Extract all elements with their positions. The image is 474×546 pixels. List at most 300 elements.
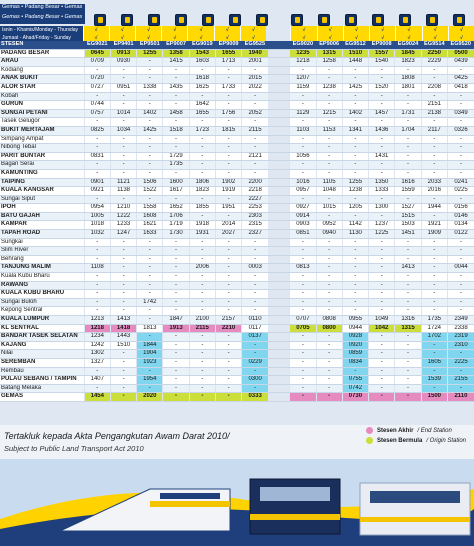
departure-time: - xyxy=(163,169,189,178)
table-row xyxy=(0,152,474,161)
departure-time: - xyxy=(215,307,241,316)
departure-time: - xyxy=(163,358,189,367)
column-gap xyxy=(268,393,290,402)
departure-time: - xyxy=(242,341,268,350)
departure-time: 2303 xyxy=(242,212,268,221)
departure-time: 1723 xyxy=(189,126,215,135)
train-diesel-icon xyxy=(250,479,340,534)
departure-time: - xyxy=(316,290,342,299)
departure-time: - xyxy=(110,281,136,290)
departure-time: - xyxy=(342,75,368,84)
departure-time: - xyxy=(110,358,136,367)
departure-time: - xyxy=(342,152,368,161)
departure-time: 1056 xyxy=(290,152,316,161)
departure-time: - xyxy=(369,101,395,110)
departure-time: - xyxy=(110,152,136,161)
station-name: KUALA KUBU BHARU xyxy=(0,290,84,299)
departure-time: - xyxy=(242,161,268,170)
departure-time: 2115 xyxy=(189,324,215,333)
departure-time: - xyxy=(189,358,215,367)
departure-time: - xyxy=(395,298,421,307)
departure-time: - xyxy=(447,66,474,75)
departure-time: - xyxy=(215,358,241,367)
departure-time: - xyxy=(110,92,136,101)
service-day-check: √ xyxy=(395,34,421,42)
departure-time: - xyxy=(215,341,241,350)
departure-time: 1655 xyxy=(189,109,215,118)
departure-time: - xyxy=(395,273,421,282)
column-gap xyxy=(268,58,290,67)
station-name: PADANG BESAR xyxy=(0,49,84,58)
train-service-logo-cell xyxy=(167,0,194,26)
service-day-check: √ xyxy=(214,26,240,34)
departure-time: - xyxy=(369,350,395,359)
column-gap xyxy=(268,298,290,307)
departure-time: - xyxy=(215,290,241,299)
departure-time: - xyxy=(342,255,368,264)
departure-time: 2155 xyxy=(447,376,474,385)
departure-time: 0951 xyxy=(110,83,136,92)
footer xyxy=(0,425,474,546)
departure-time: - xyxy=(215,152,241,161)
train-number-header: EG9512 xyxy=(342,41,368,49)
departure-time: - xyxy=(369,358,395,367)
departure-time: 1233 xyxy=(110,221,136,230)
departure-time: 1238 xyxy=(316,83,342,92)
train-number-header: EG9021 xyxy=(84,41,110,49)
departure-time: - xyxy=(137,290,163,299)
column-gap xyxy=(268,144,290,153)
station-name: KUALA KANGSAR xyxy=(0,187,84,196)
departure-time: - xyxy=(369,384,395,393)
departure-time: - xyxy=(84,367,110,376)
departure-time: - xyxy=(189,255,215,264)
departure-time: 2218 xyxy=(242,187,268,196)
departure-time: - xyxy=(369,118,395,127)
departure-time: - xyxy=(110,384,136,393)
service-day-check: √ xyxy=(161,26,187,34)
table-row xyxy=(0,230,474,239)
service-day-check: √ xyxy=(369,34,395,42)
departure-time: 1806 xyxy=(189,178,215,187)
departure-time: - xyxy=(421,255,447,264)
departure-time: 2006 xyxy=(189,264,215,273)
departure-time: - xyxy=(84,92,110,101)
service-day-check: √ xyxy=(187,34,213,42)
table-row xyxy=(0,49,474,58)
station-name: BUKIT MERTAJAM xyxy=(0,126,84,135)
departure-time: 1121 xyxy=(110,178,136,187)
departure-time: - xyxy=(421,350,447,359)
departure-time: - xyxy=(189,281,215,290)
departure-time: - xyxy=(163,307,189,316)
departure-time: - xyxy=(369,66,395,75)
column-gap xyxy=(268,152,290,161)
departure-time: 1724 xyxy=(421,324,447,333)
departure-time: 1341 xyxy=(342,126,368,135)
column-gap xyxy=(268,221,290,230)
station-name: PULAU SEBANG / TAMPIN xyxy=(0,376,84,385)
departure-time: - xyxy=(290,298,316,307)
station-name: Batang Melaka xyxy=(0,384,84,393)
departure-time: - xyxy=(137,58,163,67)
column-gap xyxy=(268,126,290,135)
departure-time: 1733 xyxy=(215,83,241,92)
departure-time: 2250 xyxy=(421,49,447,58)
departure-time: 1315 xyxy=(316,49,342,58)
departure-time: - xyxy=(421,135,447,144)
station-name: Slim River xyxy=(0,247,84,256)
departure-time: 0229 xyxy=(242,358,268,367)
departure-time: 2100 xyxy=(189,316,215,325)
departure-time: 1742 xyxy=(137,298,163,307)
departure-time: 1234 xyxy=(84,333,110,342)
departure-time: 1608 xyxy=(137,212,163,221)
service-day-check: √ xyxy=(109,26,135,34)
departure-time: - xyxy=(447,273,474,282)
departure-time: 0146 xyxy=(447,212,474,221)
departure-time: - xyxy=(189,238,215,247)
departure-time: - xyxy=(447,92,474,101)
departure-time: - xyxy=(421,212,447,221)
departure-time: - xyxy=(421,281,447,290)
table-row xyxy=(0,204,474,213)
departure-time: 0940 xyxy=(316,230,342,239)
departure-time: - xyxy=(290,135,316,144)
departure-time: 1407 xyxy=(84,376,110,385)
station-name: Tasek Gelugor xyxy=(0,118,84,127)
departure-time: 1255 xyxy=(342,178,368,187)
departure-time: 0225 xyxy=(447,187,474,196)
departure-time: 2121 xyxy=(242,152,268,161)
departure-time: - xyxy=(242,350,268,359)
departure-time: 0920 xyxy=(342,341,368,350)
station-name: KL SENTRAL xyxy=(0,324,84,333)
departure-time: 2027 xyxy=(215,230,241,239)
departure-time: - xyxy=(369,307,395,316)
table-row xyxy=(0,298,474,307)
departure-time: - xyxy=(395,195,421,204)
service-day-check: √ xyxy=(343,26,369,34)
departure-time: 1902 xyxy=(215,178,241,187)
departure-time: 1600 xyxy=(163,178,189,187)
table-row xyxy=(0,169,474,178)
column-gap xyxy=(268,83,290,92)
column-gap xyxy=(266,26,290,34)
departure-time: 0418 xyxy=(447,83,474,92)
table-row xyxy=(0,221,474,230)
departure-time: - xyxy=(242,255,268,264)
departure-time: - xyxy=(316,152,342,161)
departure-time: - xyxy=(137,195,163,204)
departure-time: - xyxy=(163,393,189,402)
departure-time: - xyxy=(316,273,342,282)
departure-time: - xyxy=(316,358,342,367)
departure-time: - xyxy=(316,376,342,385)
departure-time: 1801 xyxy=(395,83,421,92)
departure-time: - xyxy=(290,358,316,367)
table-row xyxy=(0,350,474,359)
departure-time: - xyxy=(421,341,447,350)
departure-time: - xyxy=(316,101,342,110)
table-row xyxy=(0,393,474,402)
departure-time: 2033 xyxy=(421,178,447,187)
departure-time: 1247 xyxy=(110,230,136,239)
departure-time: 0333 xyxy=(242,393,268,402)
departure-time: 2210 xyxy=(215,324,241,333)
departure-time: 1042 xyxy=(369,324,395,333)
departure-time: 1719 xyxy=(163,221,189,230)
departure-time: - xyxy=(163,376,189,385)
departure-time: 1238 xyxy=(342,187,368,196)
column-gap xyxy=(268,255,290,264)
departure-time: 0930 xyxy=(110,58,136,67)
departure-time: - xyxy=(189,376,215,385)
departure-time: - xyxy=(84,290,110,299)
departure-time: - xyxy=(110,290,136,299)
departure-time: - xyxy=(316,384,342,393)
departure-time: - xyxy=(137,238,163,247)
departure-time: - xyxy=(447,238,474,247)
departure-time: 1503 xyxy=(395,221,421,230)
table-row xyxy=(0,212,474,221)
train-number-header: EP9009 xyxy=(215,41,241,49)
departure-time: 2253 xyxy=(242,204,268,213)
legend-origin-station: Stesen Bermula / Origin Station xyxy=(366,437,466,444)
departure-time: 2200 xyxy=(242,178,268,187)
departure-time: - xyxy=(242,290,268,299)
train-service-logo-cell xyxy=(221,0,248,26)
departure-time: 1605 xyxy=(421,358,447,367)
departure-time: - xyxy=(84,169,110,178)
departure-time: 1105 xyxy=(316,178,342,187)
column-gap xyxy=(268,247,290,256)
departure-time: - xyxy=(189,212,215,221)
train-logo-row-right xyxy=(283,0,472,26)
departure-time: - xyxy=(290,290,316,299)
departure-time: 1735 xyxy=(163,161,189,170)
departure-time: 1103 xyxy=(290,126,316,135)
departure-time: 2157 xyxy=(215,316,241,325)
departure-time: 1402 xyxy=(137,109,163,118)
departure-time: - xyxy=(369,281,395,290)
departure-time: - xyxy=(189,144,215,153)
departure-time: 2110 xyxy=(447,393,474,402)
departure-time: - xyxy=(242,384,268,393)
station-name: BANDAR TASEK SELATAN xyxy=(0,333,84,342)
departure-time: 1222 xyxy=(110,212,136,221)
departure-time: 1237 xyxy=(369,221,395,230)
departure-time: - xyxy=(395,152,421,161)
train-logo-icon xyxy=(426,14,438,26)
column-gap xyxy=(268,333,290,342)
departure-time: 2315 xyxy=(242,221,268,230)
departure-time: 0326 xyxy=(447,126,474,135)
departure-time: - xyxy=(342,135,368,144)
departure-time: - xyxy=(189,384,215,393)
departure-time: - xyxy=(421,384,447,393)
departure-time: 1218 xyxy=(290,58,316,67)
departure-time: - xyxy=(395,144,421,153)
departure-time: - xyxy=(369,298,395,307)
departure-time: 1454 xyxy=(84,393,110,402)
station-name: Kobah xyxy=(0,92,84,101)
departure-time: - xyxy=(163,195,189,204)
table-row xyxy=(0,290,474,299)
departure-time: - xyxy=(316,264,342,273)
departure-time: 1559 xyxy=(395,187,421,196)
departure-time: 1436 xyxy=(369,126,395,135)
departure-time: - xyxy=(84,144,110,153)
train-service-logo-cell xyxy=(194,0,221,26)
train-service-logo-cell xyxy=(310,0,337,26)
departure-time: - xyxy=(110,101,136,110)
departure-time: 0800 xyxy=(316,324,342,333)
train-number-header: EG9525 xyxy=(242,41,268,49)
departure-time: 1543 xyxy=(189,49,215,58)
column-gap xyxy=(268,49,290,58)
station-name: Sungai Siput xyxy=(0,195,84,204)
column-gap xyxy=(268,264,290,273)
table-row xyxy=(0,118,474,127)
train-service-logo-cell xyxy=(418,0,445,26)
legend xyxy=(366,427,466,447)
departure-time: - xyxy=(395,118,421,127)
table-row xyxy=(0,367,474,376)
day-label: Isnin - Khamis/Monday - Thursday xyxy=(0,26,83,34)
departure-time: - xyxy=(84,161,110,170)
departure-time: 1621 xyxy=(137,221,163,230)
departure-time: - xyxy=(242,367,268,376)
departure-time: - xyxy=(316,144,342,153)
departure-time: 0757 xyxy=(84,109,110,118)
act-notice: Tertakluk kepada Akta Pengangkutan Awam Darat 2010/ xyxy=(4,431,230,441)
departure-time: 0117 xyxy=(242,324,268,333)
departure-time: - xyxy=(215,333,241,342)
departure-time: - xyxy=(84,298,110,307)
departure-time: 1032 xyxy=(84,230,110,239)
departure-time: - xyxy=(215,367,241,376)
departure-time: 1315 xyxy=(395,324,421,333)
departure-time: - xyxy=(215,238,241,247)
station-name: ARAU xyxy=(0,58,84,67)
departure-time: - xyxy=(369,238,395,247)
departure-time: - xyxy=(163,101,189,110)
station-name: GEMAS xyxy=(0,393,84,402)
departure-time: - xyxy=(110,376,136,385)
departure-time: 1018 xyxy=(84,221,110,230)
departure-time: 1207 xyxy=(290,75,316,84)
table-row xyxy=(0,358,474,367)
departure-time: - xyxy=(447,247,474,256)
departure-time: 1918 xyxy=(189,221,215,230)
departure-time: 1327 xyxy=(84,358,110,367)
departure-time: - xyxy=(215,350,241,359)
departure-time: - xyxy=(110,169,136,178)
departure-time: - xyxy=(290,247,316,256)
departure-time: 1316 xyxy=(395,316,421,325)
departure-time: - xyxy=(163,273,189,282)
train-number-header: EG9019 xyxy=(189,41,215,49)
train-ktm-icon xyxy=(360,483,470,535)
departure-time: 1617 xyxy=(163,187,189,196)
departure-time: 0742 xyxy=(342,384,368,393)
departure-time: - xyxy=(110,307,136,316)
departure-time: 1844 xyxy=(137,341,163,350)
departure-time: - xyxy=(316,75,342,84)
column-gap xyxy=(268,109,290,118)
departure-time: - xyxy=(84,273,110,282)
departure-time: 2115 xyxy=(242,126,268,135)
departure-time: - xyxy=(290,66,316,75)
train-number-header: EP9501 xyxy=(137,41,163,49)
column-gap xyxy=(268,290,290,299)
departure-time: 1225 xyxy=(369,230,395,239)
departure-time: 0705 xyxy=(290,324,316,333)
departure-time: 0241 xyxy=(447,178,474,187)
column-gap xyxy=(268,135,290,144)
departure-time: - xyxy=(189,152,215,161)
station-name: ANAK BUKIT xyxy=(0,75,84,84)
station-name: KUALA LUMPUR xyxy=(0,316,84,325)
departure-time: 1258 xyxy=(316,58,342,67)
departure-time: 1510 xyxy=(110,341,136,350)
train-number-header: EP9401 xyxy=(110,41,136,49)
departure-time: - xyxy=(447,367,474,376)
departure-time: - xyxy=(163,298,189,307)
departure-time: 2227 xyxy=(242,195,268,204)
departure-time: - xyxy=(369,376,395,385)
departure-time: - xyxy=(369,264,395,273)
departure-time: - xyxy=(189,247,215,256)
departure-time: - xyxy=(342,238,368,247)
departure-time: 1418 xyxy=(110,324,136,333)
train-logo-icon xyxy=(345,14,357,26)
departure-time: - xyxy=(215,135,241,144)
departure-time: - xyxy=(316,298,342,307)
departure-time: - xyxy=(447,195,474,204)
departure-time: 2001 xyxy=(242,58,268,67)
departure-time: - xyxy=(395,161,421,170)
departure-time: 1730 xyxy=(163,230,189,239)
table-row xyxy=(0,273,474,282)
train-service-logo-cell xyxy=(113,0,140,26)
column-gap xyxy=(268,101,290,110)
departure-time: - xyxy=(189,341,215,350)
legend-end-station: Stesen Akhir / End Station xyxy=(366,427,466,434)
station-name: SEREMBAN xyxy=(0,358,84,367)
departure-time: - xyxy=(290,169,316,178)
departure-time: - xyxy=(421,66,447,75)
departure-time: - xyxy=(369,255,395,264)
departure-time: 1014 xyxy=(110,109,136,118)
departure-time: - xyxy=(137,161,163,170)
departure-time: 1235 xyxy=(290,49,316,58)
departure-time: - xyxy=(242,273,268,282)
departure-time: 1443 xyxy=(110,333,136,342)
departure-time: - xyxy=(447,161,474,170)
station-name: Nibong Tebal xyxy=(0,144,84,153)
service-day-check: √ xyxy=(448,34,474,42)
departure-time: - xyxy=(395,101,421,110)
departure-time: - xyxy=(369,367,395,376)
departure-time: - xyxy=(242,101,268,110)
act-notice-en: Subject to Public Land Transport Act 2010 xyxy=(4,444,144,453)
departure-time: 1847 xyxy=(163,316,189,325)
departure-time: - xyxy=(369,169,395,178)
train-number-header: EG9514 xyxy=(421,41,447,49)
departure-time: 0952 xyxy=(316,221,342,230)
